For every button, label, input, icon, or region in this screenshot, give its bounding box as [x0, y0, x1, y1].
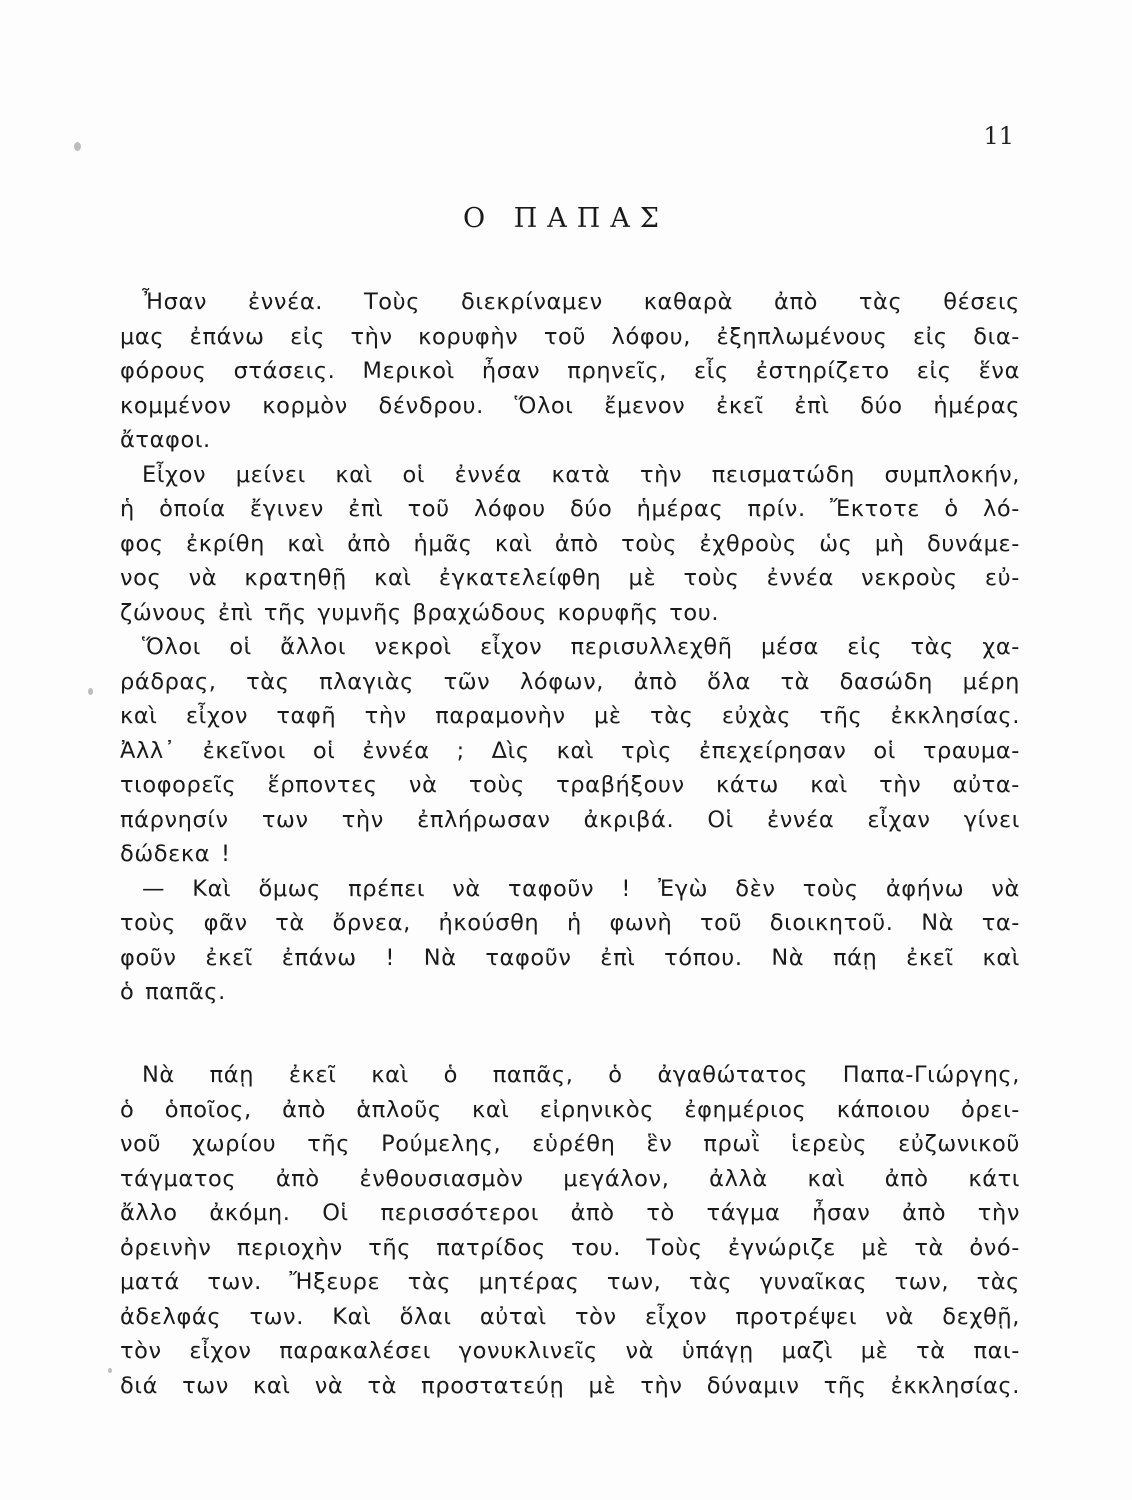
- text-line: τάγματος ἀπὸ ἐνθουσιασμὸν μεγάλον, ἀλλὰ καὶ ἀπὸ κάτι: [120, 1165, 1020, 1192]
- paper-speck: [88, 688, 93, 695]
- text-line: ράδρας, τὰς πλαγιὰς τῶν λόφων, ἀπὸ ὅλα τὰ δασώδη μέρη: [120, 668, 1020, 695]
- text-line: ἡ ὁποία ἔγινεν ἐπὶ τοῦ λόφου δύο ἡμέρας πρίν. Ἔκτοτε ὁ λό-: [120, 496, 1020, 522]
- text-line: δώδεκα !: [120, 841, 231, 867]
- body-text-section-2: [120, 1058, 1020, 1403]
- text-line: ὁ παπᾶς.: [120, 979, 226, 1005]
- text-line: φος ἐκρίθη καὶ ἀπὸ ἡμᾶς καὶ ἀπὸ τοὺς ἐχθροὺς ὡς μὴ δυνάμε-: [120, 530, 1020, 557]
- paper-speck: [108, 1368, 112, 1373]
- text-line: Εἶχον μείνει καὶ οἱ ἐννέα κατὰ τὴν πεισματώδη συμπλοκήν,: [142, 461, 1020, 488]
- text-line: κομμένον κορμὸν δένδρου. Ὅλοι ἔμενον ἐκεῖ ἐπὶ δύο ἡμέρας: [120, 392, 1020, 419]
- text-line: φοῦν ἐκεῖ ἐπάνω ! Νὰ ταφοῦν ἐπὶ τόπου. Νὰ πάῃ ἐκεῖ καὶ: [120, 944, 1020, 971]
- text-line: ζώνους ἐπὶ τῆς γυμνῆς βραχώδους κορυφῆς του.: [120, 599, 720, 626]
- text-line: καὶ εἶχον ταφῆ τὴν παραμονὴν μὲ τὰς εὐχὰς τῆς ἐκκλησίας.: [120, 703, 1020, 729]
- text-line: νος νὰ κρατηθῇ καὶ ἐγκατελείφθη μὲ τοὺς ἐννέα νεκροὺς εὐ-: [120, 565, 1020, 591]
- text-line: μας ἐπάνω εἰς τὴν κορυφὴν τοῦ λόφου, ἐξηπλωμένους εἰς δια-: [120, 323, 1020, 350]
- text-line: τὸν εἶχον παρακαλέσει γονυκλινεῖς νὰ ὑπάγῃ μαζὶ μὲ τὰ παι-: [120, 1338, 1020, 1364]
- text-line: ὁ ὁποῖος, ἀπὸ ἁπλοῦς καὶ εἰρηνικὸς ἐφημέριος κάποιου ὀρει-: [120, 1096, 1020, 1123]
- page-number: 11: [983, 122, 1014, 150]
- text-line: τιοφορεῖς ἕρποντες νὰ τοὺς τραβήξουν κάτω καὶ τὴν αὐτα-: [120, 772, 1020, 798]
- body-text-section-1: [120, 285, 1020, 1010]
- text-line: νοῦ χωρίου τῆς Ρούμελης, εὑρέθη ἓν πρωῒ ἱερεὺς εὐζωνικοῦ: [120, 1131, 1020, 1157]
- paragraph: [120, 285, 1020, 458]
- text-line: ἄταφοι.: [120, 427, 211, 453]
- text-line: τοὺς φᾶν τὰ ὄρνεα, ἠκούσθη ἡ φωνὴ τοῦ διοικητοῦ. Νὰ τα-: [120, 910, 1020, 936]
- text-line: ἄλλο ἀκόμη. Οἱ περισσότεροι ἀπὸ τὸ τάγμα ἦσαν ἀπὸ τὴν: [120, 1200, 1020, 1226]
- paragraph: [120, 630, 1020, 872]
- text-line: Ἦσαν ἐννέα. Τοὺς διεκρίναμεν καθαρὰ ἀπὸ τὰς θέσεις: [142, 289, 1020, 315]
- text-line: Νὰ πάῃ ἐκεῖ καὶ ὁ παπᾶς, ὁ ἀγαθώτατος Παπα-Γιώργης,: [142, 1062, 1020, 1088]
- paragraph: [120, 458, 1020, 631]
- text-line: ἀδελφάς των. Καὶ ὅλαι αὐταὶ τὸν εἶχον προτρέψει νὰ δεχθῇ,: [120, 1303, 1020, 1330]
- text-line: Ὅλοι οἱ ἄλλοι νεκροὶ εἶχον περισυλλεχθῆ μέσα εἰς τὰς χα-: [142, 634, 1020, 660]
- text-line: ματά των. Ἤξευρε τὰς μητέρας των, τὰς γυναῖκας των, τὰς: [120, 1269, 1020, 1295]
- text-line: ὀρεινὴν περιοχὴν τῆς πατρίδος του. Τοὺς ἐγνώριζε μὲ τὰ ὀνό-: [120, 1234, 1020, 1261]
- paper-speck: [74, 142, 81, 151]
- text-line: Ἀλλ᾿ ἐκεῖνοι οἱ ἐννέα ; Δὶς καὶ τρὶς ἐπεχείρησαν οἱ τραυμα-: [120, 737, 1020, 764]
- paragraph: [120, 1058, 1020, 1403]
- text-line: διά των καὶ νὰ τὰ προστατεύῃ μὲ τὴν δύναμιν τῆς ἐκκλησίας.: [120, 1372, 1020, 1399]
- paragraph: [120, 872, 1020, 1010]
- text-line: πάρνησίν των τὴν ἐπλήρωσαν ἀκριβά. Οἱ ἐννέα εἶχαν γίνει: [120, 806, 1020, 833]
- chapter-title: Ο ΠΑΠΑΣ: [463, 203, 669, 234]
- text-line: φόρους στάσεις. Μερικοὶ ἦσαν πρηνεῖς, εἷς ἐστηρίζετο εἰς ἕνα: [120, 358, 1020, 384]
- text-line: — Καὶ ὅμως πρέπει νὰ ταφοῦν ! Ἐγὼ δὲν τοὺς ἀφήνω νὰ: [142, 875, 1020, 902]
